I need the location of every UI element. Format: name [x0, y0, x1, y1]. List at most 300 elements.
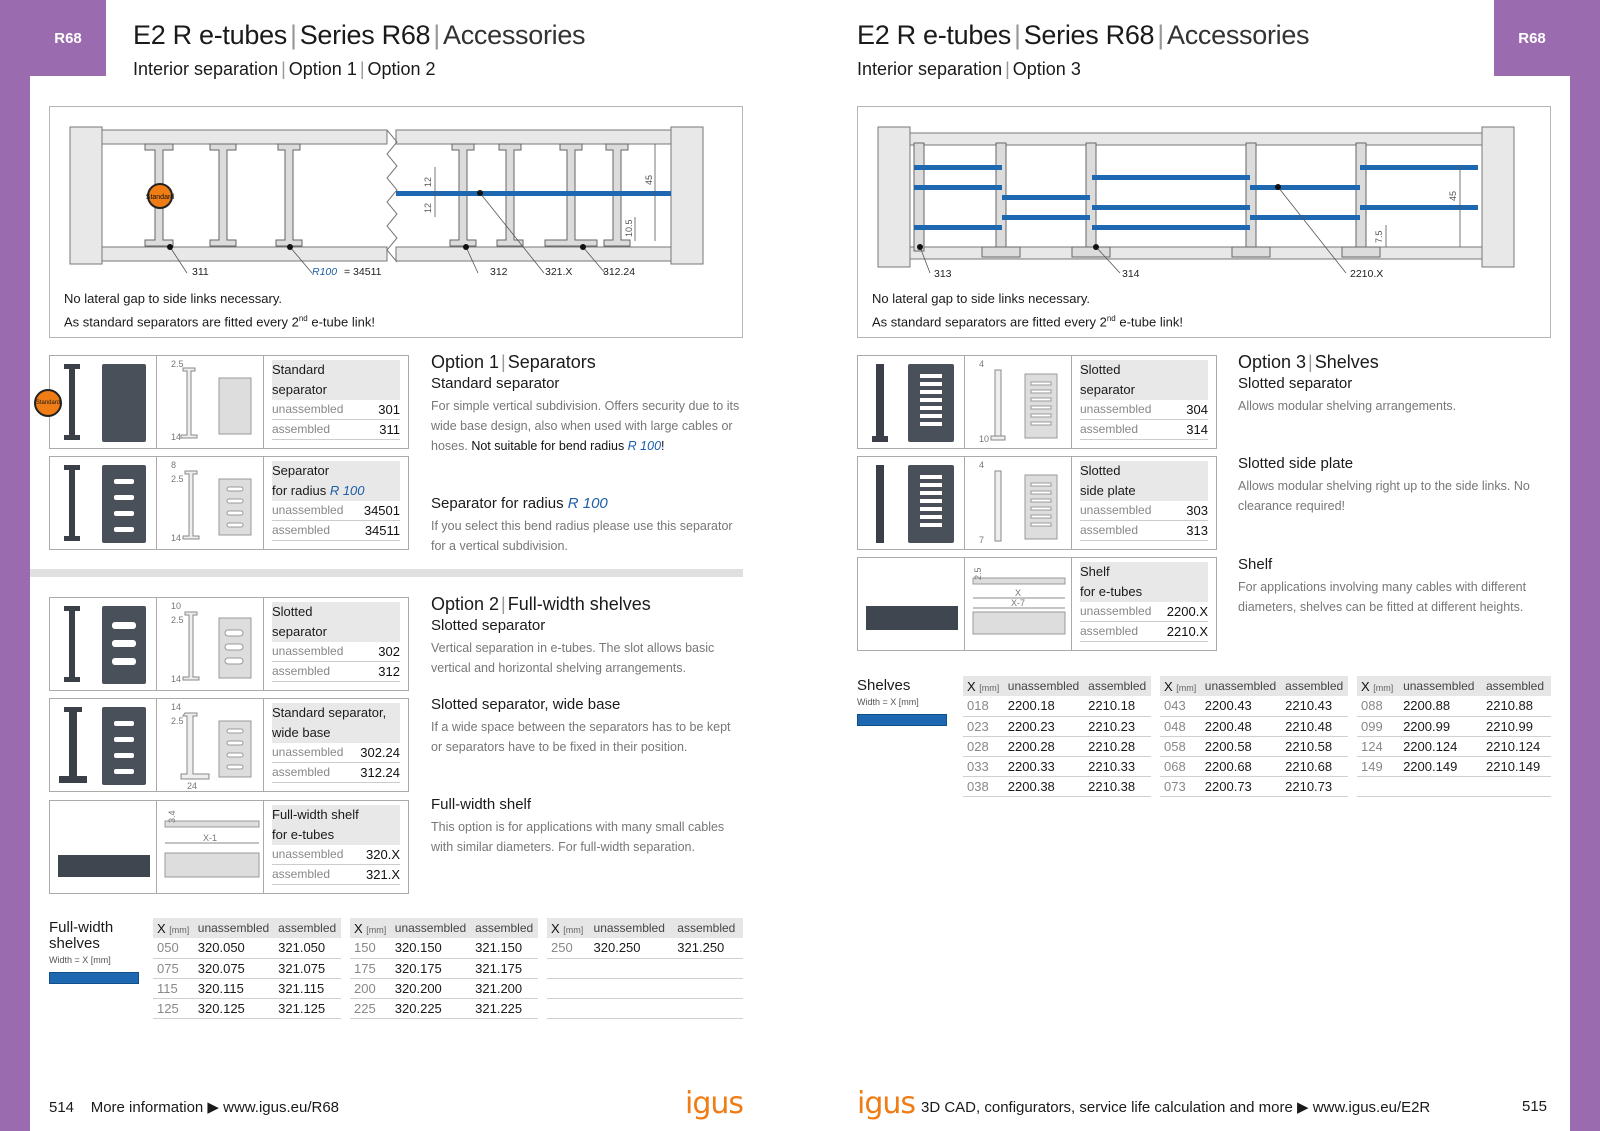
- assembled-value: 2210.28: [1084, 736, 1151, 756]
- x-value: [547, 998, 590, 1018]
- page-title: E2 R e-tubes | Series R68 | Accessories: [133, 20, 586, 50]
- unassembled-value: 2200.38: [1004, 776, 1084, 796]
- table-header-row: [153, 918, 341, 938]
- product-row-standard-separator: [49, 355, 409, 449]
- product-info: [1072, 558, 1216, 650]
- subtitle-part: Interior separation: [857, 59, 1003, 79]
- page-edge-left: [0, 0, 30, 1131]
- x-value: 058: [1160, 736, 1201, 756]
- table-row: [963, 716, 1151, 736]
- product-drawing: [157, 356, 264, 448]
- header-assembled: assembled: [1482, 676, 1551, 696]
- part-row-unassembled: [272, 743, 400, 763]
- x-value: 124: [1357, 736, 1399, 756]
- part-number: 320.X: [366, 847, 400, 862]
- table-row: [1357, 756, 1551, 776]
- shelves-table-col3: [547, 918, 743, 1019]
- section-divider: [30, 569, 743, 577]
- dim-label: 2.5: [973, 567, 983, 580]
- part-key: assembled: [272, 422, 331, 436]
- standard-badge: Standard: [145, 194, 175, 201]
- product-info: [1072, 356, 1216, 448]
- part-key: unassembled: [272, 644, 344, 658]
- header-x: [153, 918, 194, 938]
- unassembled-value: 2200.68: [1201, 756, 1281, 776]
- x-value: 038: [963, 776, 1004, 796]
- x-value: 099: [1357, 716, 1399, 736]
- unassembled-value: 2200.48: [1201, 716, 1281, 736]
- product-photo: [50, 699, 157, 791]
- part-row-unassembled: [272, 501, 400, 521]
- table-row: [963, 696, 1151, 716]
- desc-subtitle: Full-width shelf: [431, 796, 532, 813]
- table-row: [963, 776, 1151, 796]
- unassembled-value: 2200.33: [1004, 756, 1084, 776]
- table-row: [1160, 736, 1348, 756]
- desc-subtitle: Slotted separator: [431, 617, 546, 634]
- standard-badge-icon: Standard: [34, 389, 62, 417]
- subtitle-part: Interior separation: [133, 59, 279, 79]
- dim-label: 10: [171, 601, 182, 611]
- desc-side-plate: [1238, 454, 1550, 516]
- product-name: Slotted: [272, 602, 400, 622]
- dim-label: 2.5: [171, 359, 184, 369]
- table-title-line: shelves: [49, 935, 100, 952]
- shelves-table-col2: [1160, 676, 1348, 797]
- unassembled-value: 320.075: [194, 958, 274, 978]
- part-key: assembled: [272, 664, 331, 678]
- table-row: [153, 998, 341, 1018]
- x-value: 200: [350, 978, 391, 998]
- dim-105: 10.5: [624, 219, 634, 237]
- dim-75: 7.5: [1374, 230, 1384, 243]
- desc-title-part: Full-width shelves: [507, 594, 651, 614]
- table-header-row: [1357, 676, 1551, 696]
- assembled-value: 321.225: [471, 998, 538, 1018]
- note-line: [872, 309, 1183, 332]
- desc-title-part: Separators: [507, 352, 596, 372]
- part-key: unassembled: [1080, 503, 1152, 517]
- product-name: Separator: [272, 461, 400, 481]
- product-drawing: [157, 598, 264, 690]
- product-name: Slotted: [1080, 360, 1208, 380]
- part-key: unassembled: [272, 745, 344, 759]
- assembled-value: 321.125: [274, 998, 341, 1018]
- header-x: [1160, 676, 1201, 696]
- x-value: 250: [547, 938, 590, 958]
- part-row-assembled: [272, 763, 400, 783]
- product-row-slotted-separator: [857, 355, 1217, 449]
- note-text: e-tube link!: [1115, 314, 1183, 330]
- shelf-swatch: [857, 714, 947, 726]
- shelves-table-col1: [963, 676, 1151, 797]
- product-info: [264, 699, 408, 791]
- desc-option1: [431, 350, 743, 456]
- product-photo: [50, 598, 157, 690]
- desc-text: Allows modular shelving arrangements.: [1238, 399, 1457, 413]
- assembled-value: 2210.68: [1281, 756, 1348, 776]
- dim-label: 2.5: [171, 716, 184, 726]
- title-part: Series R68: [299, 20, 431, 50]
- assembled-value: 2210.33: [1084, 756, 1151, 776]
- product-name: Standard separator,: [272, 703, 400, 723]
- header-x: [1357, 676, 1399, 696]
- x-value: 149: [1357, 756, 1399, 776]
- part-row-assembled: [1080, 420, 1208, 440]
- assembled-value: [1482, 776, 1551, 796]
- x-value: 068: [1160, 756, 1201, 776]
- desc-text: If a wide space between the separators has to be kept or separators have to be fixed in their position.: [431, 720, 731, 754]
- part-key: assembled: [1080, 624, 1139, 638]
- product-info: [264, 457, 408, 549]
- x-value: [547, 978, 590, 998]
- footer-right: [921, 1098, 1430, 1116]
- product-row-separator-r100: [49, 456, 409, 550]
- part-number: 313: [1186, 523, 1208, 538]
- unassembled-value: 320.225: [391, 998, 471, 1018]
- desc-title-part: Option 2: [431, 594, 500, 614]
- table-header-row: [1160, 676, 1348, 696]
- product-photo: [858, 457, 965, 549]
- page-subtitle: Interior separation | Option 3: [857, 59, 1081, 79]
- header-unit: [mm]: [979, 682, 1000, 693]
- desc-text-radius: R 100: [627, 439, 662, 453]
- shelves-table-col1: [153, 918, 341, 1019]
- part-row-unassembled: [272, 642, 400, 662]
- header-assembled: assembled: [1281, 676, 1348, 696]
- product-name-text: for radius: [272, 483, 330, 498]
- product-photo: [858, 356, 965, 448]
- desc-title-part: Shelves: [1314, 352, 1379, 372]
- assembled-value: [673, 998, 743, 1018]
- product-name: for e-tubes: [272, 825, 400, 845]
- table-row: [1357, 716, 1551, 736]
- table-row: [547, 998, 743, 1018]
- product-photo: [50, 801, 157, 893]
- dim-label: 3.4: [167, 810, 177, 823]
- assembled-value: 321.050: [274, 938, 341, 958]
- dim-45: 45: [1448, 190, 1458, 201]
- dim-label: 2.5: [171, 615, 184, 625]
- header-unassembled: unassembled: [1004, 676, 1084, 696]
- part-number: 2200.X: [1166, 604, 1208, 619]
- note-line: [64, 309, 375, 332]
- page-number: 514: [49, 1099, 75, 1116]
- dim-label: X: [1015, 588, 1022, 598]
- part-number: 34511: [364, 523, 400, 538]
- shelf-swatch: [49, 972, 139, 984]
- desc-option3: [1238, 350, 1550, 416]
- title-part: Accessories: [1167, 20, 1310, 50]
- desc-shelf: [1238, 555, 1550, 617]
- table-row: [547, 978, 743, 998]
- desc-title-part: Option 3: [1238, 352, 1307, 372]
- assembled-value: 2210.149: [1482, 756, 1551, 776]
- subtitle-part: Option 2: [367, 59, 436, 79]
- x-value: [547, 958, 590, 978]
- dim-12a: 12: [423, 176, 433, 187]
- product-row-shelf: [857, 557, 1217, 651]
- header-x: [963, 676, 1004, 696]
- callout-2210x: 2210.X: [1350, 268, 1384, 280]
- product-drawing: [965, 457, 1072, 549]
- dim-label: 24: [187, 781, 198, 791]
- part-number: 303: [1186, 503, 1208, 518]
- desc-subtitle-part: Separator for radius: [431, 495, 568, 512]
- desc-text-end: !: [661, 439, 665, 453]
- dim-label: 14: [171, 674, 182, 684]
- dim-label: X-7: [1011, 598, 1026, 608]
- header-x-label: X: [551, 920, 560, 936]
- product-name: for e-tubes: [1080, 582, 1208, 602]
- igus-logo: igus: [685, 1086, 744, 1121]
- page-number: 515: [1522, 1098, 1548, 1115]
- product-name: separator: [272, 380, 400, 400]
- part-row-unassembled: [1080, 602, 1208, 622]
- diagram-note: [872, 289, 1183, 332]
- desc-option2: [431, 592, 743, 678]
- table-row: [963, 756, 1151, 776]
- product-name: separator: [272, 622, 400, 642]
- unassembled-value: 2200.149: [1399, 756, 1482, 776]
- section-tab-right: R68: [1494, 0, 1570, 76]
- table-row: [1160, 716, 1348, 736]
- desc-subtitle-radius: R 100: [567, 495, 608, 512]
- callout-321x: 321.X: [545, 266, 573, 278]
- table-title-line: Full-width: [49, 919, 114, 936]
- x-value: 018: [963, 696, 1004, 716]
- title-part: E2 R e-tubes: [133, 20, 287, 50]
- part-number: 2210.X: [1166, 624, 1208, 639]
- assembled-value: 2210.38: [1084, 776, 1151, 796]
- table-row: [1160, 696, 1348, 716]
- desc-title-part: Option 1: [431, 352, 500, 372]
- page-subtitle: Interior separation | Option 1 | Option 2: [133, 59, 436, 79]
- dim-label: 14: [171, 702, 182, 712]
- header-unit: [mm]: [1373, 682, 1394, 693]
- desc-subtitle: Shelf: [1238, 556, 1273, 573]
- footer-link[interactable]: 3D CAD, configurators, service life calculation and more ▶ www.igus.eu/E2R: [921, 1099, 1431, 1116]
- title-part: Series R68: [1023, 20, 1155, 50]
- product-name: wide base: [272, 723, 400, 743]
- dim-label: 14: [171, 432, 182, 442]
- assembled-value: 2210.18: [1084, 696, 1151, 716]
- note-text: As standard separators are fitted every 2: [64, 314, 299, 330]
- dim-12b: 12: [423, 202, 433, 213]
- part-key: assembled: [272, 523, 331, 537]
- desc-text: Allows modular shelving right up to the side links. No clearance required!: [1238, 479, 1530, 513]
- diagram-note: [64, 289, 375, 332]
- page-title: E2 R e-tubes | Series R68 | Accessories: [857, 20, 1310, 50]
- part-number: 301: [378, 402, 400, 417]
- table-row: [350, 958, 538, 978]
- header-assembled: assembled: [673, 918, 743, 938]
- table-row: [153, 958, 341, 978]
- section-tab-left: R68: [30, 0, 106, 76]
- shelves-table-col2: [350, 918, 538, 1019]
- igus-logo: igus: [857, 1086, 916, 1121]
- desc-text-part: For simple vertical subdivision. Offers security due to its wide base design, also when used with large cables or hoses.: [431, 399, 740, 453]
- unassembled-value: 320.150: [391, 938, 471, 958]
- table-header-row: [963, 676, 1151, 696]
- product-drawing: [157, 699, 264, 791]
- assembled-value: 321.175: [471, 958, 538, 978]
- part-row-assembled: [272, 662, 400, 682]
- part-key: assembled: [1080, 422, 1139, 436]
- part-row-unassembled: [272, 400, 400, 420]
- table-header-row: [350, 918, 538, 938]
- unassembled-value: 320.125: [194, 998, 274, 1018]
- product-row-slotted-side-plate: [857, 456, 1217, 550]
- header-x-label: X: [967, 678, 976, 694]
- part-key: unassembled: [272, 402, 344, 416]
- dim-label: 8: [171, 460, 177, 470]
- dim-45: 45: [644, 174, 654, 185]
- product-name: [272, 481, 400, 501]
- table-row: [350, 938, 538, 958]
- assembled-value: 2210.48: [1281, 716, 1348, 736]
- x-value: 075: [153, 958, 194, 978]
- table-subtitle: Width = X [mm]: [857, 697, 919, 707]
- callout-311: 311: [192, 266, 209, 278]
- part-key: unassembled: [272, 503, 344, 517]
- assembled-value: 321.115: [274, 978, 341, 998]
- x-value: 043: [1160, 696, 1201, 716]
- header-assembled: assembled: [1084, 676, 1151, 696]
- table-row: [547, 958, 743, 978]
- part-key: assembled: [1080, 523, 1139, 537]
- note-sup: nd: [1106, 314, 1116, 323]
- title-part: E2 R e-tubes: [857, 20, 1011, 50]
- x-value: 073: [1160, 776, 1201, 796]
- assembled-value: 2210.43: [1281, 696, 1348, 716]
- x-value: [1357, 776, 1399, 796]
- callout-312: 312: [490, 266, 508, 278]
- desc-text: If you select this bend radius please use this separator for a vertical subdivision.: [431, 519, 733, 553]
- part-number: 312: [378, 664, 400, 679]
- note-line: No lateral gap to side links necessary.: [64, 291, 282, 306]
- header-x-label: X: [354, 920, 363, 936]
- table-row: [547, 938, 743, 958]
- header-assembled: assembled: [274, 918, 341, 938]
- product-name: Standard: [272, 360, 400, 380]
- dim-label: 10: [979, 434, 990, 444]
- x-value: 225: [350, 998, 391, 1018]
- product-name: separator: [1080, 380, 1208, 400]
- part-row-assembled: [272, 420, 400, 440]
- x-value: 028: [963, 736, 1004, 756]
- table-title: [49, 920, 139, 984]
- unassembled-value: 2200.73: [1201, 776, 1281, 796]
- part-row-assembled: [1080, 622, 1208, 642]
- desc-wide-base: [431, 695, 743, 757]
- desc-text: [431, 396, 743, 456]
- table-title: [857, 678, 947, 726]
- unassembled-value: 2200.99: [1399, 716, 1482, 736]
- header-assembled: assembled: [471, 918, 538, 938]
- table-row: [350, 978, 538, 998]
- overview-diagram: [49, 106, 743, 338]
- header-x: [547, 918, 590, 938]
- table-row: [153, 978, 341, 998]
- product-info: [264, 598, 408, 690]
- dim-label: X-1: [203, 833, 218, 843]
- table-row: [1357, 776, 1551, 796]
- part-key: assembled: [272, 765, 331, 779]
- desc-subtitle: Slotted separator, wide base: [431, 696, 621, 713]
- header-x-label: X: [1361, 678, 1370, 694]
- product-row-full-width-shelf: [49, 800, 409, 894]
- x-value: 175: [350, 958, 391, 978]
- unassembled-value: 2200.58: [1201, 736, 1281, 756]
- unassembled-value: 2200.88: [1399, 696, 1482, 716]
- desc-title: Option 2 | Full-width shelves: [431, 594, 651, 614]
- unassembled-value: 320.115: [194, 978, 274, 998]
- unassembled-value: 320.200: [391, 978, 471, 998]
- unassembled-value: [590, 978, 674, 998]
- desc-title: Option 3 | Shelves: [1238, 352, 1379, 372]
- assembled-value: [673, 978, 743, 998]
- unassembled-value: 2200.124: [1399, 736, 1482, 756]
- assembled-value: 2210.58: [1281, 736, 1348, 756]
- callout-r100-eq: = 34511: [344, 266, 382, 278]
- part-number: 34501: [363, 503, 400, 518]
- overview-diagram: [857, 106, 1551, 338]
- note-text: e-tube link!: [307, 314, 375, 330]
- assembled-value: 321.200: [471, 978, 538, 998]
- dim-label: 4: [979, 460, 985, 470]
- callout-r100: R100: [312, 266, 338, 278]
- header-x-label: X: [1164, 678, 1173, 694]
- table-title-line: Shelves: [857, 677, 911, 694]
- assembled-value: 2210.124: [1482, 736, 1551, 756]
- part-key: unassembled: [1080, 402, 1152, 416]
- desc-subtitle: Slotted side plate: [1238, 455, 1354, 472]
- note-text: As standard separators are fitted every 2: [872, 314, 1107, 330]
- header-unassembled: unassembled: [590, 918, 674, 938]
- table-subtitle: Width = X [mm]: [49, 955, 111, 965]
- header-x: [350, 918, 391, 938]
- part-key: unassembled: [272, 847, 344, 861]
- product-name: side plate: [1080, 481, 1208, 501]
- desc-title: Option 1 | Separators: [431, 352, 596, 372]
- product-drawing: [965, 558, 1072, 650]
- dim-label: 14: [171, 533, 182, 543]
- product-name: Slotted: [1080, 461, 1208, 481]
- unassembled-value: [590, 958, 674, 978]
- product-info: [264, 356, 408, 448]
- desc-separator-r100: [431, 494, 743, 556]
- table-row: [963, 736, 1151, 756]
- unassembled-value: 320.175: [391, 958, 471, 978]
- footer-left: [49, 1098, 339, 1116]
- product-photo: [858, 558, 965, 650]
- table-row: [1160, 776, 1348, 796]
- desc-text: This option is for applications with many small cables with similar diameters. For full-width separation.: [431, 820, 725, 854]
- subtitle-part: Option 3: [1012, 59, 1081, 79]
- footer-link[interactable]: More information ▶ www.igus.eu/R68: [90, 1099, 340, 1116]
- x-value: 125: [153, 998, 194, 1018]
- assembled-value: 321.075: [274, 958, 341, 978]
- header-unit: [mm]: [563, 924, 584, 935]
- product-drawing: [965, 356, 1072, 448]
- product-info: [264, 801, 408, 893]
- part-key: unassembled: [1080, 604, 1152, 618]
- unassembled-value: [1399, 776, 1482, 796]
- part-row-assembled: [272, 865, 400, 885]
- desc-text-warning: Not suitable for bend radius: [471, 439, 628, 453]
- part-row-assembled: [1080, 521, 1208, 541]
